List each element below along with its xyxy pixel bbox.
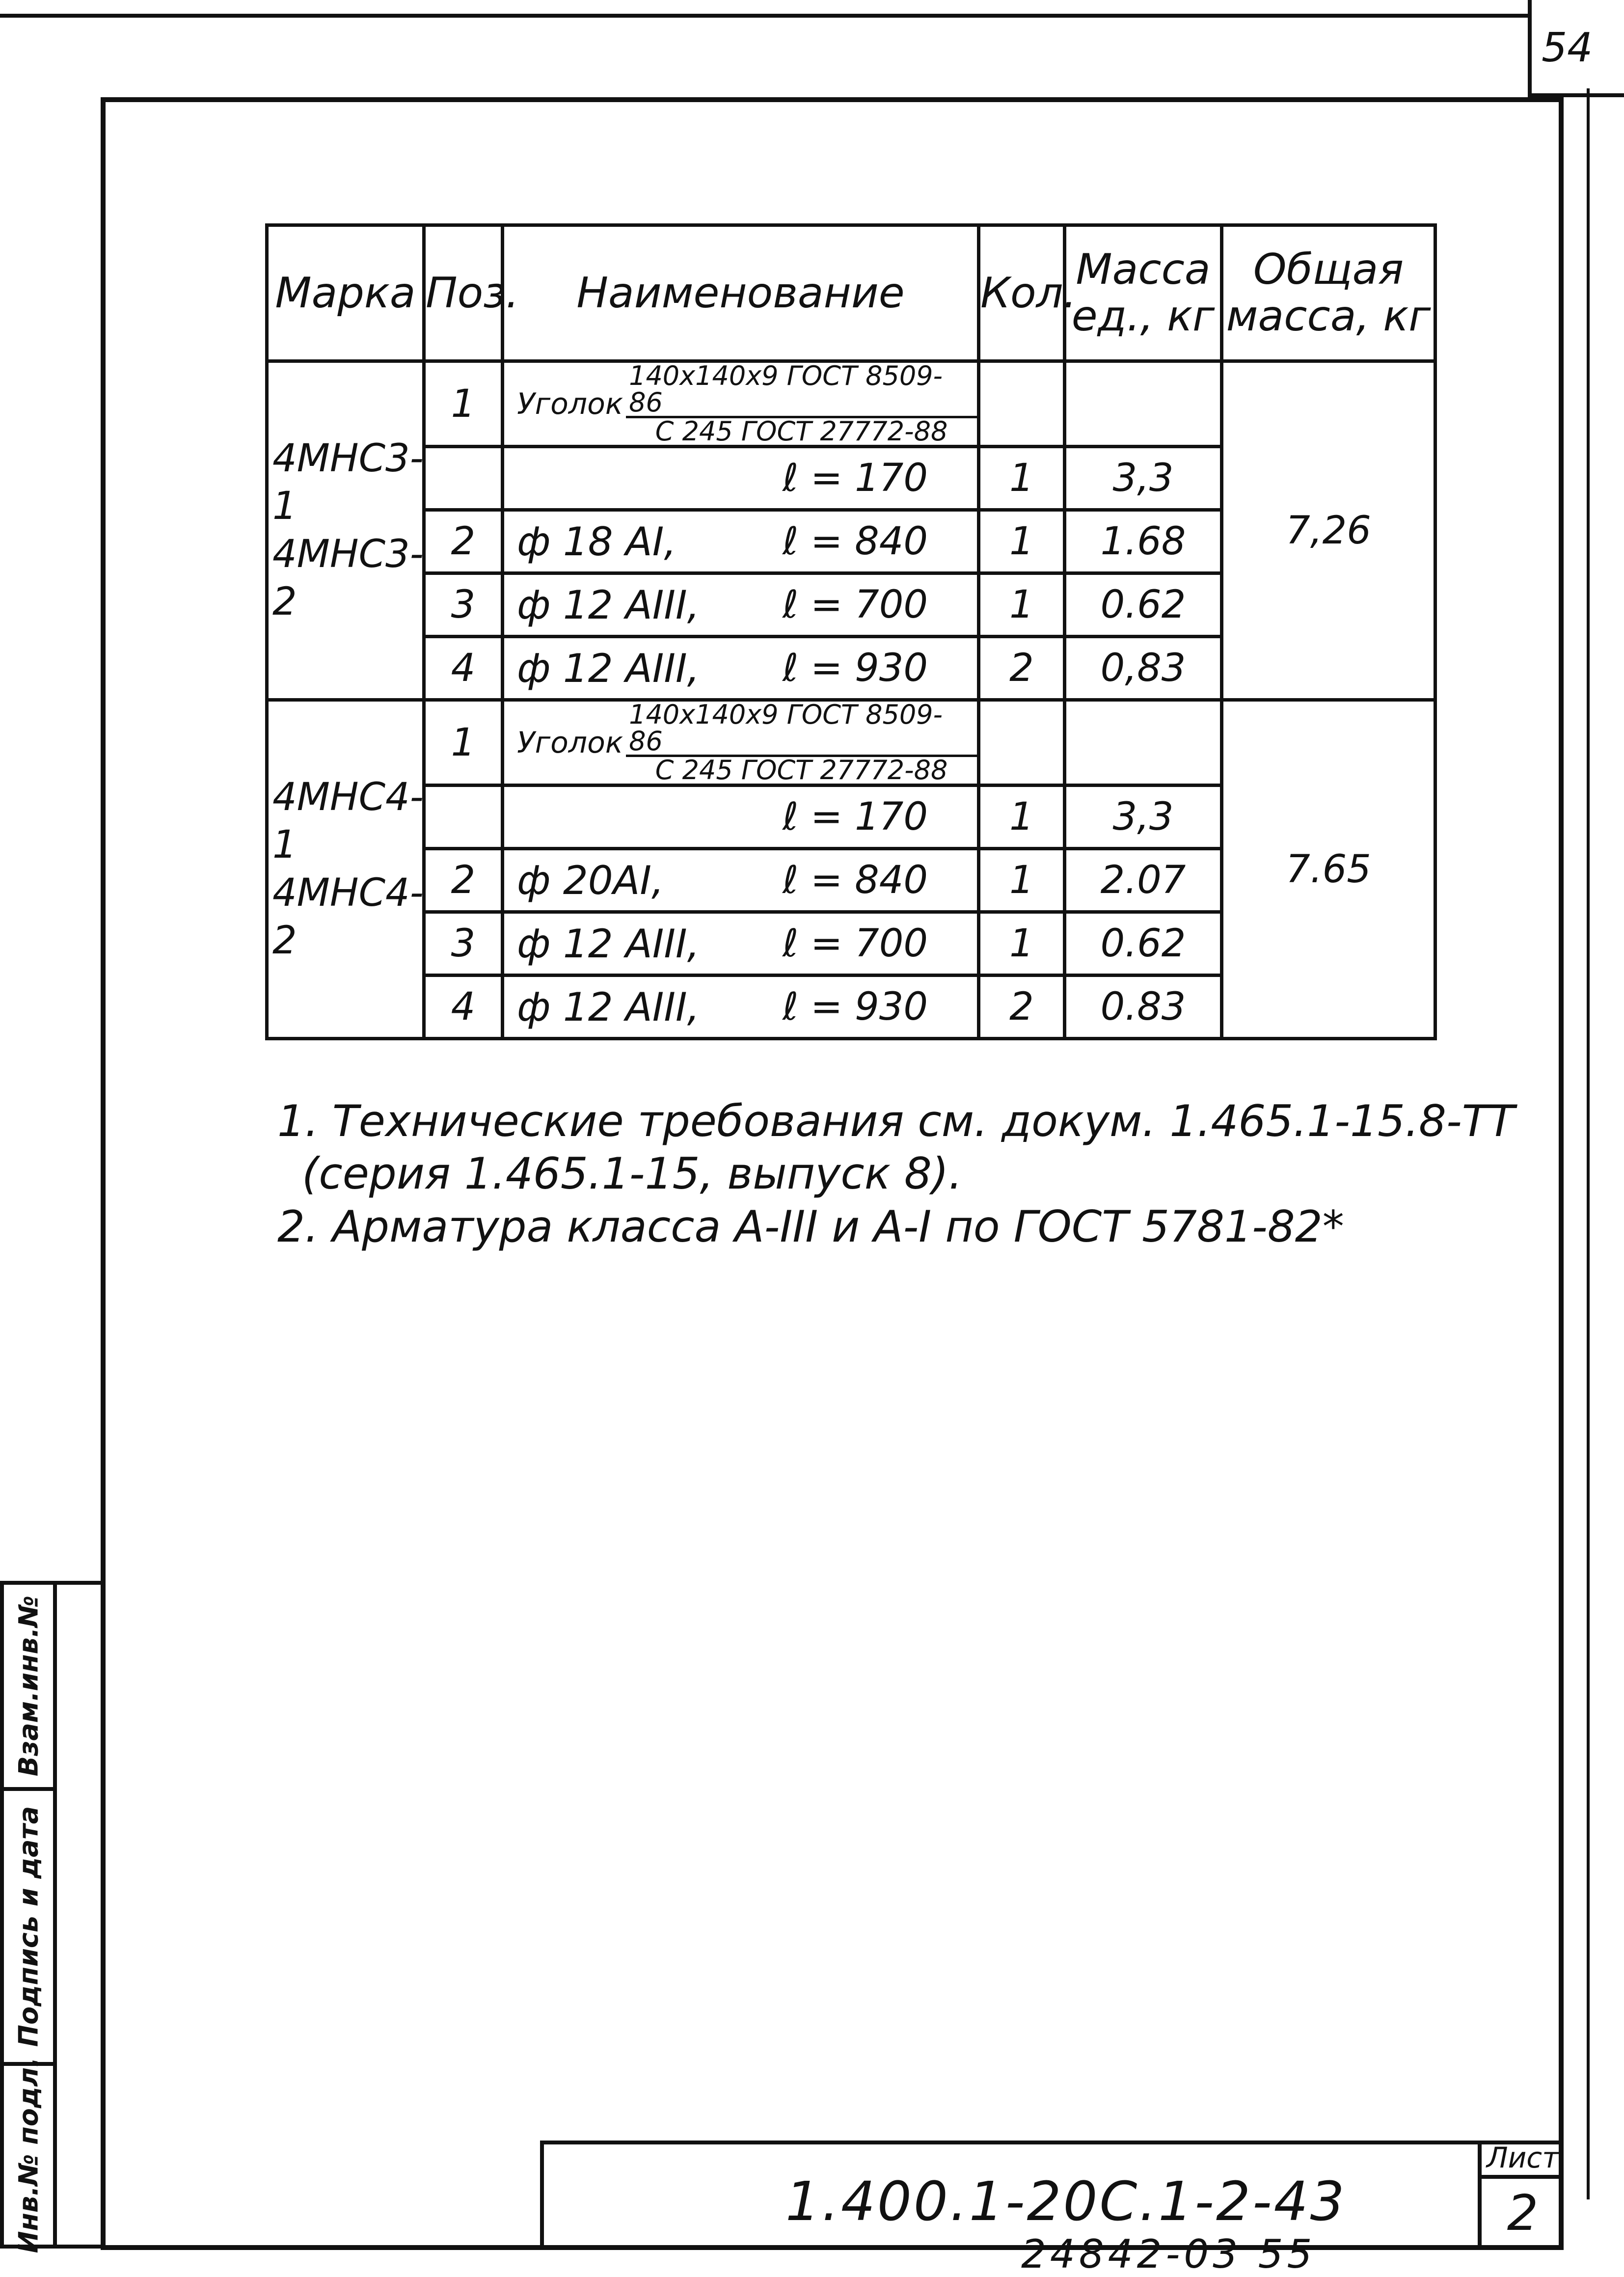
qty-cell bbox=[979, 700, 1065, 786]
corner-box-horizontal-line bbox=[1528, 93, 1624, 97]
mark-cell bbox=[267, 700, 424, 1039]
fraction-denominator: С 245 ГОСТ 27772-88 bbox=[655, 416, 948, 447]
top-border-line bbox=[0, 14, 1532, 18]
qty-cell: 1 bbox=[979, 912, 1065, 976]
qty-cell: 1 bbox=[979, 786, 1065, 849]
mark-cell bbox=[267, 361, 424, 700]
qty-cell: 2 bbox=[979, 976, 1065, 1039]
corner-box-vertical-line bbox=[1528, 0, 1532, 98]
side-cell-replace-inv bbox=[4, 1585, 53, 1791]
notes-block bbox=[277, 1095, 1515, 1253]
length-label: ℓ = 170 bbox=[782, 795, 928, 839]
side-label: Подпись и дата bbox=[13, 1806, 44, 2047]
header-total-mass: Общая масса, кг bbox=[1222, 225, 1435, 361]
table-row bbox=[267, 361, 1435, 447]
side-cell-inv-orig bbox=[4, 2057, 53, 2253]
angle-label: Уголок bbox=[517, 386, 623, 421]
document-code: 1.400.1-20С.1-2-43 bbox=[785, 2170, 1347, 2233]
header-pos: Поз. bbox=[424, 225, 503, 361]
pos-cell: 2 bbox=[424, 510, 503, 573]
header-mark: Марка bbox=[267, 225, 424, 361]
side-label: Инв.№ подл. bbox=[13, 2057, 44, 2253]
bar-label: ф 12 АIII, bbox=[517, 582, 700, 628]
length-label: ℓ = 930 bbox=[782, 646, 928, 690]
header-qty: Кол. bbox=[979, 225, 1065, 361]
name-cell bbox=[503, 912, 979, 976]
mark-line: 4МНС3-2 bbox=[272, 532, 424, 624]
name-cell-angle bbox=[503, 700, 979, 786]
mass-cell: 0,83 bbox=[1065, 637, 1222, 700]
qty-cell: 1 bbox=[979, 573, 1065, 637]
qty-cell: 1 bbox=[979, 510, 1065, 573]
total-mass-cell: 7.65 bbox=[1222, 700, 1435, 1039]
mark-line: 4МНС4-2 bbox=[272, 870, 424, 963]
name-cell bbox=[503, 786, 979, 849]
name-cell-angle bbox=[503, 361, 979, 447]
corner-sheet-number: 54 bbox=[1542, 25, 1593, 71]
mass-cell: 2.07 bbox=[1065, 849, 1222, 912]
pos-cell: 1 bbox=[424, 361, 503, 447]
length-label: ℓ = 700 bbox=[782, 583, 928, 627]
bar-label: ф 12 АIII, bbox=[517, 645, 700, 691]
length-label: ℓ = 930 bbox=[782, 985, 928, 1029]
header-name: Наименование bbox=[503, 225, 979, 361]
right-edge-line bbox=[1587, 88, 1590, 2199]
mass-cell: 3,3 bbox=[1065, 447, 1222, 510]
qty-cell: 1 bbox=[979, 849, 1065, 912]
mass-cell: 1.68 bbox=[1065, 510, 1222, 573]
fraction-denominator: С 245 ГОСТ 27772-88 bbox=[655, 755, 948, 786]
mass-cell: 0.62 bbox=[1065, 573, 1222, 637]
archive-number: 24842-03 55 bbox=[1021, 2231, 1316, 2277]
bar-label: ф 20АI, bbox=[517, 857, 664, 903]
fraction-numerator: 140х140х9 ГОСТ 8509-86 bbox=[626, 363, 977, 418]
qty-cell: 1 bbox=[979, 447, 1065, 510]
name-cell bbox=[503, 849, 979, 912]
mark-line: 4МНС4-1 bbox=[272, 775, 424, 867]
fraction-numerator: 140х140х9 ГОСТ 8509-86 bbox=[626, 702, 977, 757]
table-header-row bbox=[267, 225, 1435, 361]
bar-label: ф 12 АIII, bbox=[517, 984, 700, 1030]
note-line: 1. Технические требования см. докум. 1.465.1-15.8-ТТ bbox=[277, 1096, 1515, 1146]
name-cell bbox=[503, 976, 979, 1039]
side-cell-sign-date bbox=[4, 1791, 53, 2066]
angle-fraction bbox=[626, 360, 977, 447]
bar-label: ф 18 АI, bbox=[517, 518, 677, 565]
specification-table bbox=[265, 223, 1437, 1040]
pos-cell bbox=[424, 447, 503, 510]
sheet-value: 2 bbox=[1507, 2184, 1539, 2242]
name-cell bbox=[503, 637, 979, 700]
side-stamp bbox=[0, 1581, 106, 2253]
mass-cell: 0.62 bbox=[1065, 912, 1222, 976]
pos-cell: 3 bbox=[424, 573, 503, 637]
pos-cell: 1 bbox=[424, 700, 503, 786]
side-label: Взам.инв.№ bbox=[13, 1595, 44, 1777]
side-stamp-column bbox=[4, 1585, 57, 2253]
name-cell bbox=[503, 447, 979, 510]
table-row bbox=[267, 700, 1435, 786]
mass-cell bbox=[1065, 361, 1222, 447]
length-label: ℓ = 700 bbox=[782, 922, 928, 966]
pos-cell: 4 bbox=[424, 976, 503, 1039]
mass-cell bbox=[1065, 700, 1222, 786]
bar-label: ф 12 АIII, bbox=[517, 921, 700, 967]
qty-cell: 2 bbox=[979, 637, 1065, 700]
mark-line: 4МНС3-1 bbox=[272, 436, 424, 528]
sheet-label: Лист bbox=[1482, 2141, 1564, 2179]
pos-cell: 4 bbox=[424, 637, 503, 700]
header-unit-mass: Масса ед., кг bbox=[1065, 225, 1222, 361]
mass-cell: 0.83 bbox=[1065, 976, 1222, 1039]
pos-cell: 2 bbox=[424, 849, 503, 912]
length-label: ℓ = 840 bbox=[782, 519, 928, 564]
pos-cell bbox=[424, 786, 503, 849]
name-cell bbox=[503, 573, 979, 637]
length-label: ℓ = 840 bbox=[782, 858, 928, 902]
sheet-cell bbox=[1478, 2141, 1564, 2250]
angle-fraction bbox=[626, 699, 977, 786]
note-line: (серия 1.465.1-15, выпуск 8). bbox=[302, 1148, 963, 1199]
note-line: 2. Арматура класса А-III и А-I по ГОСТ 5781-82* bbox=[277, 1201, 1344, 1252]
name-cell bbox=[503, 510, 979, 573]
angle-label: Уголок bbox=[517, 725, 623, 760]
pos-cell: 3 bbox=[424, 912, 503, 976]
length-label: ℓ = 170 bbox=[782, 456, 928, 500]
qty-cell bbox=[979, 361, 1065, 447]
total-mass-cell: 7,26 bbox=[1222, 361, 1435, 700]
mass-cell: 3,3 bbox=[1065, 786, 1222, 849]
